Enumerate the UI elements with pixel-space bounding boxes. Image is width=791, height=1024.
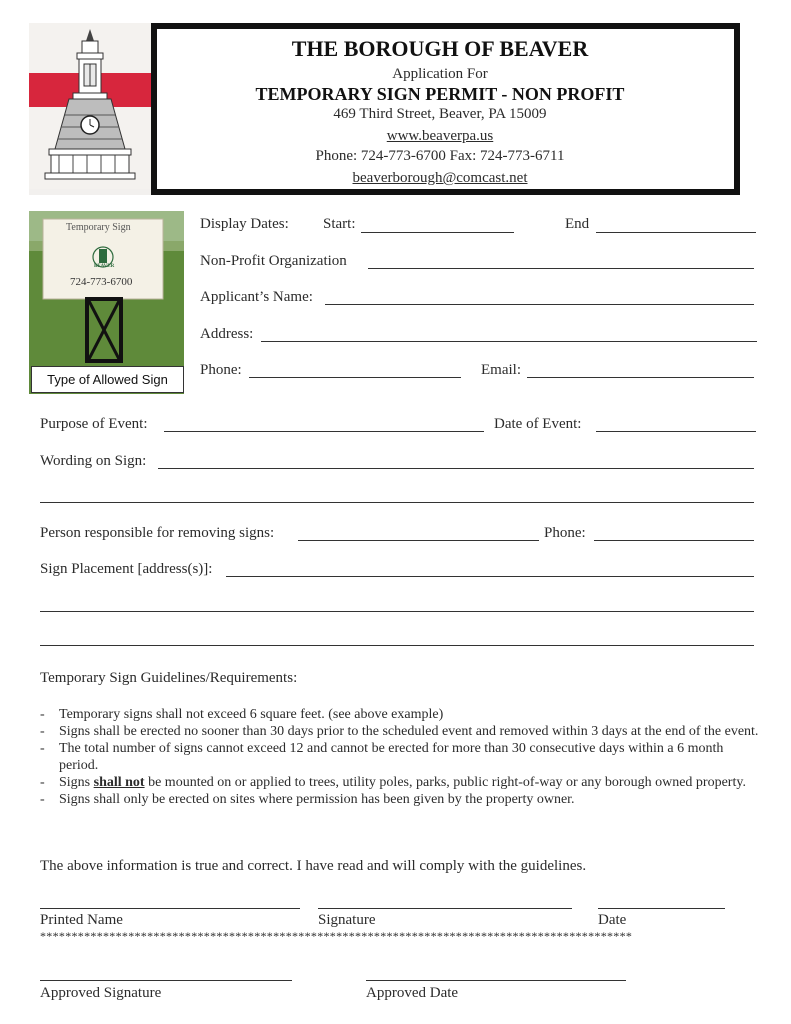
placement-field[interactable] — [226, 576, 754, 577]
person-phone-field[interactable] — [594, 540, 754, 541]
guidelines-heading: Temporary Sign Guidelines/Requirements: — [40, 670, 298, 686]
start-label: Start: — [323, 216, 356, 232]
email-field[interactable] — [527, 377, 754, 378]
divider-stars: ********************************************************************************************** — [40, 929, 633, 943]
printed-name-field[interactable] — [40, 908, 300, 909]
date-event-label: Date of Event: — [494, 416, 582, 432]
email-label: Email: — [481, 362, 521, 378]
end-label: End — [565, 216, 590, 232]
guideline-item: - Signs shall not be mounted on or applied to trees, utility poles, parks, public right-of-way or any borough owned property. — [40, 775, 746, 790]
applicant-field[interactable] — [325, 304, 754, 305]
guideline-text: Temporary signs shall not exceed 6 square feet. (see above example) — [59, 707, 444, 722]
borough-logo — [29, 23, 157, 195]
nonprofit-field[interactable] — [368, 268, 754, 269]
nonprofit-label: Non-Profit Organization — [200, 253, 347, 269]
guideline-text: be mounted on or applied to trees, utility poles, parks, public right-of-way or any borough owned property. — [144, 775, 746, 790]
placement-field-line-2[interactable] — [40, 611, 754, 612]
office-address: 469 Third Street, Beaver, PA 15009 — [333, 106, 547, 122]
phone-field[interactable] — [249, 377, 461, 378]
person-phone-label: Phone: — [544, 525, 586, 541]
guideline-item: - Temporary signs shall not exceed 6 square feet. (see above example) — [40, 707, 444, 722]
placement-field-line-3[interactable] — [40, 645, 754, 646]
org-title: THE BOROUGH OF BEAVER — [291, 36, 589, 61]
approved-date-field[interactable] — [366, 980, 626, 981]
approved-signature-label: Approved Signature — [40, 985, 162, 1001]
wording-field-line-2[interactable] — [40, 502, 754, 503]
applicant-label: Applicant’s Name: — [200, 289, 313, 305]
phone-label: Phone: — [200, 362, 242, 378]
guideline-emphasis: shall not — [93, 775, 145, 790]
sign-phone: 724-773-6700 — [70, 276, 133, 288]
purpose-field[interactable] — [164, 431, 484, 432]
start-date-field[interactable] — [361, 232, 514, 233]
guidelines-list — [40, 706, 760, 808]
signature-label: Signature — [318, 912, 376, 928]
purpose-label: Purpose of Event: — [40, 416, 148, 432]
website-link[interactable]: www.beaverpa.us — [386, 128, 494, 144]
address-field[interactable] — [261, 341, 757, 342]
guideline-text: Signs — [59, 775, 94, 790]
permit-title: TEMPORARY SIGN PERMIT - NON PROFIT — [255, 84, 625, 104]
date-field[interactable] — [598, 908, 725, 909]
approved-date-label: Approved Date — [366, 985, 459, 1001]
display-dates-label: Display Dates: — [200, 216, 289, 232]
address-label: Address: — [200, 326, 254, 342]
application-for: Application For — [392, 66, 488, 82]
wording-label: Wording on Sign: — [40, 453, 147, 469]
wording-field[interactable] — [158, 468, 754, 469]
signature-field[interactable] — [318, 908, 572, 909]
guideline-item: - Signs shall only be erected on sites where permission has been given by the property owner. — [40, 792, 575, 807]
guideline-text: Signs shall only be erected on sites where permission has been given by the property owner. — [59, 792, 575, 807]
sign-caption: Type of Allowed Sign — [31, 366, 184, 393]
printed-name-label: Printed Name — [40, 912, 123, 928]
person-label: Person responsible for removing signs: — [40, 525, 275, 541]
date-label: Date — [598, 912, 627, 928]
end-date-field[interactable] — [596, 232, 756, 233]
sign-brand: BEAVER — [94, 264, 115, 269]
email-link[interactable]: beaverborough@comcast.net — [352, 170, 528, 186]
date-event-field[interactable] — [596, 431, 756, 432]
approved-signature-field[interactable] — [40, 980, 292, 981]
person-field[interactable] — [298, 540, 539, 541]
guideline-text: Signs shall be erected no sooner than 30 days prior to the scheduled event and removed within 3 days at the end of the event. — [59, 724, 759, 739]
guideline-text: The total number of signs cannot exceed 12 and cannot be erected for more than 30 consecutive days within a 6 month period. — [59, 741, 724, 773]
phone-fax: Phone: 724-773-6700 Fax: 724-773-6711 — [315, 148, 565, 164]
placement-label: Sign Placement [address(s)]: — [40, 561, 213, 577]
certification-text: The above information is true and correct. I have read and will comply with the guidelines. — [40, 858, 587, 874]
guideline-item: - Signs shall be erected no sooner than 30 days prior to the scheduled event and removed within 3 days at the end of the event. — [40, 724, 759, 739]
sign-title: Temporary Sign — [66, 222, 131, 233]
guideline-item: - The total number of signs cannot exceed 12 and cannot be erected for more than 30 consecutive days within a 6 month period. — [40, 741, 724, 773]
clock-tower-logo-icon — [29, 23, 151, 189]
